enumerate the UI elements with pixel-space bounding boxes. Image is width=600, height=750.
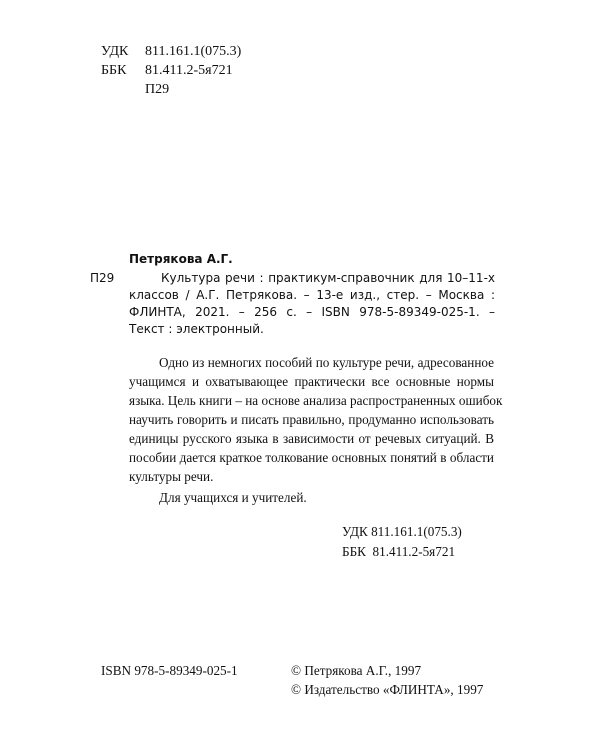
annotation-audience: Для учащихся и учителей.	[159, 490, 307, 505]
bbk-label: ББК	[101, 63, 127, 78]
footer-copyright-publisher: © Издательство «ФЛИНТА», 1997	[291, 682, 484, 697]
footer-isbn: ISBN 978-5-89349-025-1	[101, 663, 238, 678]
udc-value: 811.161.1(075.3)	[145, 44, 242, 59]
codes-right-udc: УДК 811.161.1(075.3)	[342, 524, 462, 539]
card-author: Петрякова А.Г.	[129, 252, 233, 266]
footer-copyright-author: © Петрякова А.Г., 1997	[291, 663, 422, 678]
annotation-line-3: языка. Цель книги – на основе анализа распространенных ошибок	[129, 393, 503, 408]
annotation-line-7: культуры речи.	[129, 469, 214, 484]
annotation-line-5: единицы русского языка в зависимости от речевых ситуаций. В	[129, 431, 494, 446]
annotation-line-1: Одно из немногих пособий по культуре речи, адресованное	[159, 355, 494, 370]
annotation-line-6: пособии дается краткое толкование основных понятий в области	[129, 450, 494, 465]
card-line-1: Культура речи : практикум-справочник для 10–11-х	[161, 271, 495, 285]
codes-right-bbk: ББК 81.411.2-5я721	[342, 544, 456, 559]
card-author-sign: П29	[90, 271, 115, 285]
annotation-line-4: научить говорить и писать правильно, продуманно использовать	[129, 412, 494, 427]
bbk-value: 81.411.2-5я721	[145, 63, 233, 78]
card-line-4: Текст : электронный.	[129, 322, 264, 336]
card-line-2: классов / А.Г. Петрякова. – 13-е изд., стер. – Москва :	[129, 288, 495, 302]
author-sign-top: П29	[145, 82, 170, 97]
udc-label: УДК	[101, 44, 129, 59]
card-line-3: ФЛИНТА, 2021. – 256 с. – ISBN 978-5-89349-025-1. –	[129, 305, 495, 319]
annotation-line-2: учащимся и охватывающее практически все основные нормы	[129, 374, 494, 389]
